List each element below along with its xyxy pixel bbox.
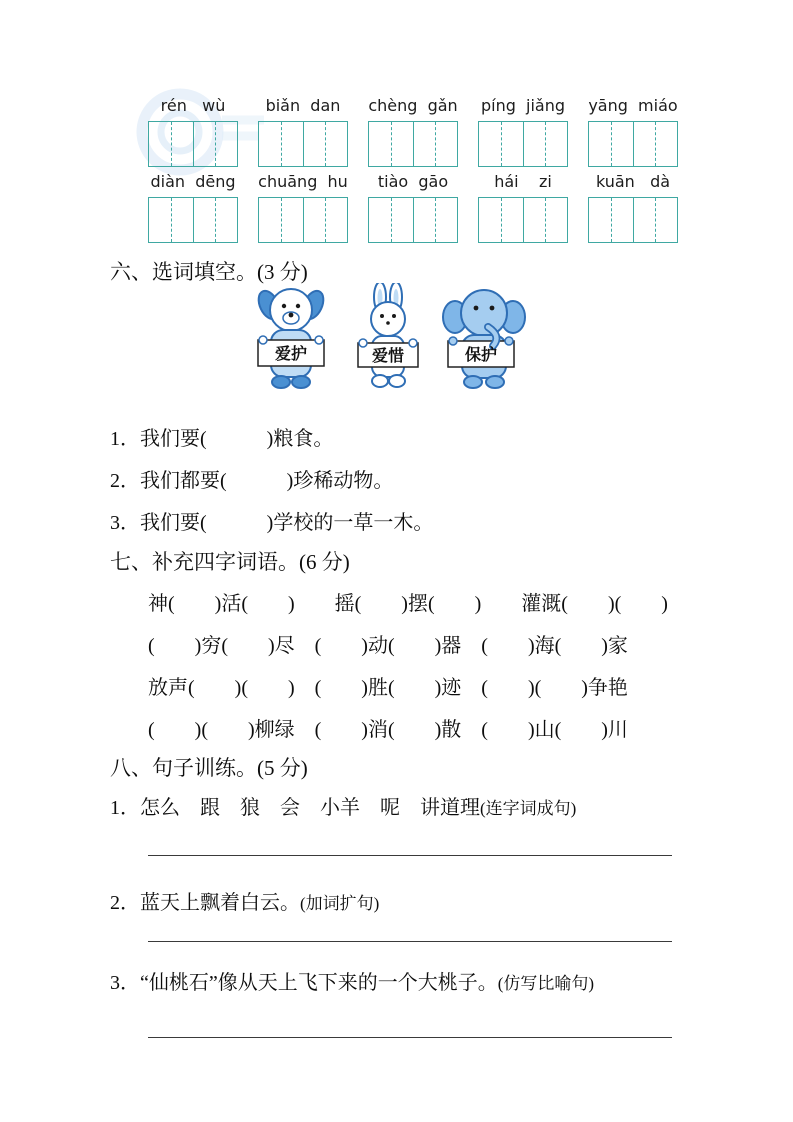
sign-label: 爱惜 [371,348,405,365]
pinyin-item [148,172,238,243]
idiom-line: ( )穷( )尽 ( )动( )器 ( )海( )家 [148,635,628,657]
sign-label: 爱护 [274,346,308,363]
pinyin-label: diàn dēng [150,172,236,191]
pinyin-item [368,96,458,167]
pinyin-item [258,172,348,243]
grid-cell [149,198,193,242]
grid-cell [589,122,633,166]
idiom-line: ( )( )柳绿 ( )消( )散 ( )山( )川 [148,719,628,741]
pinyin-row [148,172,678,243]
grid-cell [369,198,413,242]
idiom-line: 神( )活( ) 摇( )摆( ) 灌溉( )( ) [148,593,668,615]
fill-blank-item: 3．我们要( )学校的一草一木。 [110,512,434,534]
sentence-text: 1．怎么 跟 狼 会 小羊 呢 讲道理 [110,797,480,819]
dog-illustration [255,288,328,388]
pinyin-label: chuāng hu [258,172,348,191]
answer-line [148,1022,672,1038]
pinyin-item [478,172,568,243]
pinyin-label: chèng gǎn [368,96,458,115]
pinyin-label: tiào gāo [377,172,449,191]
grid-cell [413,122,458,166]
rabbit-illustration [358,283,418,387]
grid-cell [479,198,523,242]
sentence-text: 2．蓝天上飘着白云。 [110,892,300,914]
pinyin-writing-grid [588,197,678,243]
section-seven-title: 七、补充四字词语。(6 分) [110,550,350,574]
fill-blank-item: 1．我们要( )粮食。 [110,428,334,450]
pinyin-row [148,96,678,167]
answer-line [148,840,672,856]
pinyin-item [368,172,458,243]
pinyin-writing-grid [588,121,678,167]
grid-cell [523,198,568,242]
pinyin-writing-grid [148,121,238,167]
animals-graphic [253,283,533,411]
answer-line [148,926,672,942]
pinyin-writing-grid [368,197,458,243]
sentence-item [110,791,576,820]
elephant-illustration [443,290,525,388]
section-six-title: 六、选词填空。(3 分) [110,260,308,284]
animals-illustration [253,283,533,416]
pinyin-item [258,96,348,167]
item-note: (加词扩句) [300,894,380,913]
section-eight-title: 八、句子训练。(5 分) [110,756,308,780]
sentence-text: 3．“仙桃石”像从天上飞下来的一个大桃子。 [110,972,498,994]
pinyin-label: píng jiǎng [480,96,566,115]
pinyin-writing-grid [258,121,348,167]
pinyin-writing-grid [478,121,568,167]
sentence-item [110,886,379,915]
fill-blank-item: 2．我们都要( )珍稀动物。 [110,470,394,492]
item-note: (仿写比喻句) [497,974,595,993]
pinyin-label: kuān dà [595,172,671,191]
idiom-line: 放声( )( ) ( )胜( )迹 ( )( )争艳 [148,677,628,699]
grid-cell [413,198,458,242]
grid-cell [479,122,523,166]
pinyin-writing-grid [368,121,458,167]
grid-cell [193,122,238,166]
pinyin-item [588,96,678,167]
grid-cell [149,122,193,166]
item-note: (连字词成句) [480,799,577,818]
grid-cell [633,122,678,166]
pinyin-item [148,96,238,167]
pinyin-writing-grid [258,197,348,243]
grid-cell [303,198,348,242]
sign-label: 保护 [464,347,498,364]
pinyin-writing-grid [478,197,568,243]
pinyin-label: hái zi [494,172,552,191]
grid-cell [259,198,303,242]
sentence-item [110,966,594,995]
grid-cell [303,122,348,166]
pinyin-label: rén wù [160,96,226,115]
grid-cell [589,198,633,242]
grid-cell [523,122,568,166]
pinyin-item [588,172,678,243]
grid-cell [259,122,303,166]
pinyin-writing-grid [148,197,238,243]
grid-cell [633,198,678,242]
pinyin-label: biǎn dan [265,96,341,115]
grid-cell [193,198,238,242]
grid-cell [369,122,413,166]
pinyin-label: yāng miáo [588,96,678,115]
pinyin-item [478,96,568,167]
